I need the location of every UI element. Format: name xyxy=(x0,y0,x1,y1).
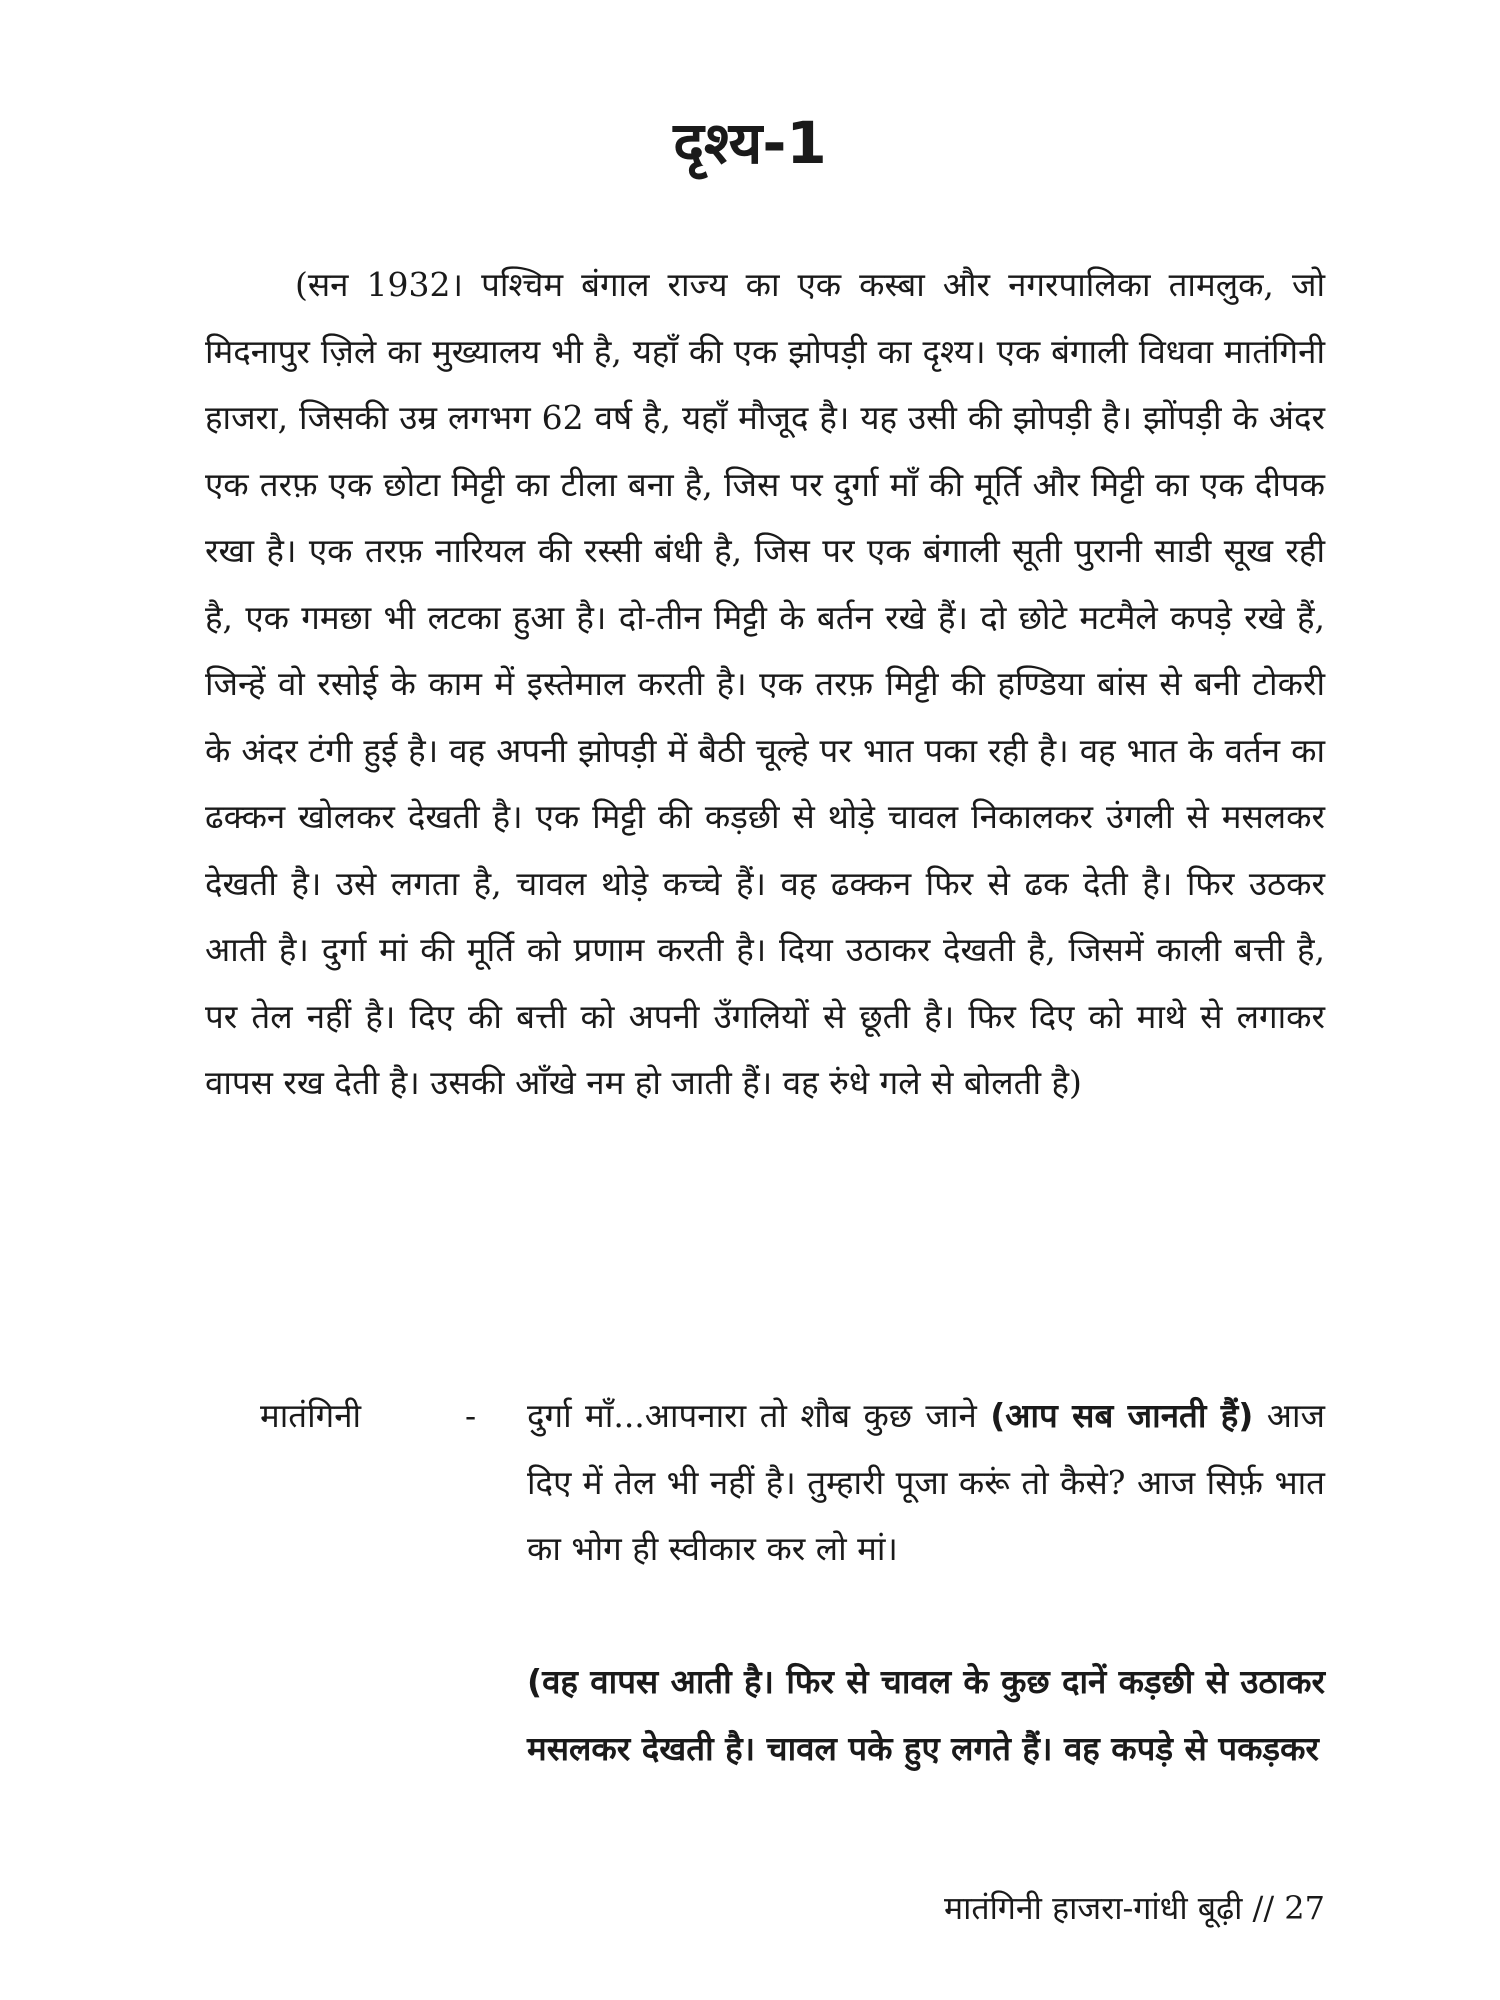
running-title: मातंगिनी हाजरा-गांधी बूढ़ी xyxy=(943,1889,1243,1927)
speech-text-end: आज दिए में तेल भी नहीं है। तुम्हारी पूजा करूं तो कैसे? आज सिर्फ़ भात का भोग ही स्वीकार कर लो मां। xyxy=(527,1396,1326,1568)
speech-text-start: दुर्गा माँ...आपनारा तो शौब कुछ जाने xyxy=(527,1396,991,1435)
scene-narration-paragraph: (सन 1932। पश्चिम बंगाल राज्य का एक कस्बा और नगरपालिका तामलुक, जो मिदनापुर ज़िले का मुख्यालय भी है, यहाँ की एक झोपड़ी का दृश्य। एक बंगाली विधवा मातंगिनी हाजरा, जिसकी उम्र लगभग 62 वर्ष है, यहाँ मौजूद है। यह उसी की झोपड़ी है। झोंपड़ी के अंदर एक तरफ़ एक छोटा मिट्टी का टीला बना है, जिस पर दुर्गा माँ की मूर्ति और मिट्टी का एक दीपक रखा है। एक तरफ़ नारियल की रस्सी बंधी है, जिस पर एक बंगाली सूती पुरानी साडी सूख रही है, एक गमछा भी लटका हुआ है। दो-तीन मिट्टी के बर्तन रखे हैं। दो छोटे मटमैले कपड़े रखे हैं, जिन्हें वो रसोई के काम में इस्तेमाल करती है। एक तरफ़ मिट्टी की हण्डिया बांस से बनी टोकरी के अंदर टंगी हुई है। वह अपनी झोपड़ी में बैठी चूल्हे पर भात पका रही है। वह भात के वर्तन का ढक्कन खोलकर देखती है। एक मिट्टी की कड़छी से थोड़े चावल निकालकर उंगली से मसलकर देखती है। उसे लगता है, चावल थोड़े कच्चे हैं। वह ढक्कन फिर से ढक देती है। फिर उठकर आती है। दुर्गा मां की मूर्ति को प्रणाम करती है। दिया उठाकर देखती है, जिसमें काली बत्ती है, पर तेल नहीं है। दिए की बत्ती को अपनी उँगलियों से छूती है। फिर दिए को माथे से लगाकर वापस रख देती है। उसकी आँखे नम हो जाती हैं। वह रुंधे गले से बोलती है) xyxy=(205,265,1325,1102)
dialogue-dash: - xyxy=(465,1396,477,1435)
scene-title: दृश्य-1 xyxy=(673,109,827,177)
dialogue-speaker: मातंगिनी xyxy=(260,1396,362,1435)
page-number: 27 xyxy=(1284,1889,1325,1927)
stage-direction: (वह वापस आती है। फिर से चावल के कुछ दानें कड़छी से उठाकर मसलकर देखती है। चावल पके हुए लगते हैं। वह कपड़े से पकड़कर xyxy=(527,1662,1325,1768)
footer-separator: // xyxy=(1252,1889,1275,1927)
speech-translation-bold: (आप सब जानती हैं) xyxy=(990,1396,1254,1435)
page-footer xyxy=(944,1888,1325,1928)
dialogue-speech xyxy=(527,1383,1325,1583)
